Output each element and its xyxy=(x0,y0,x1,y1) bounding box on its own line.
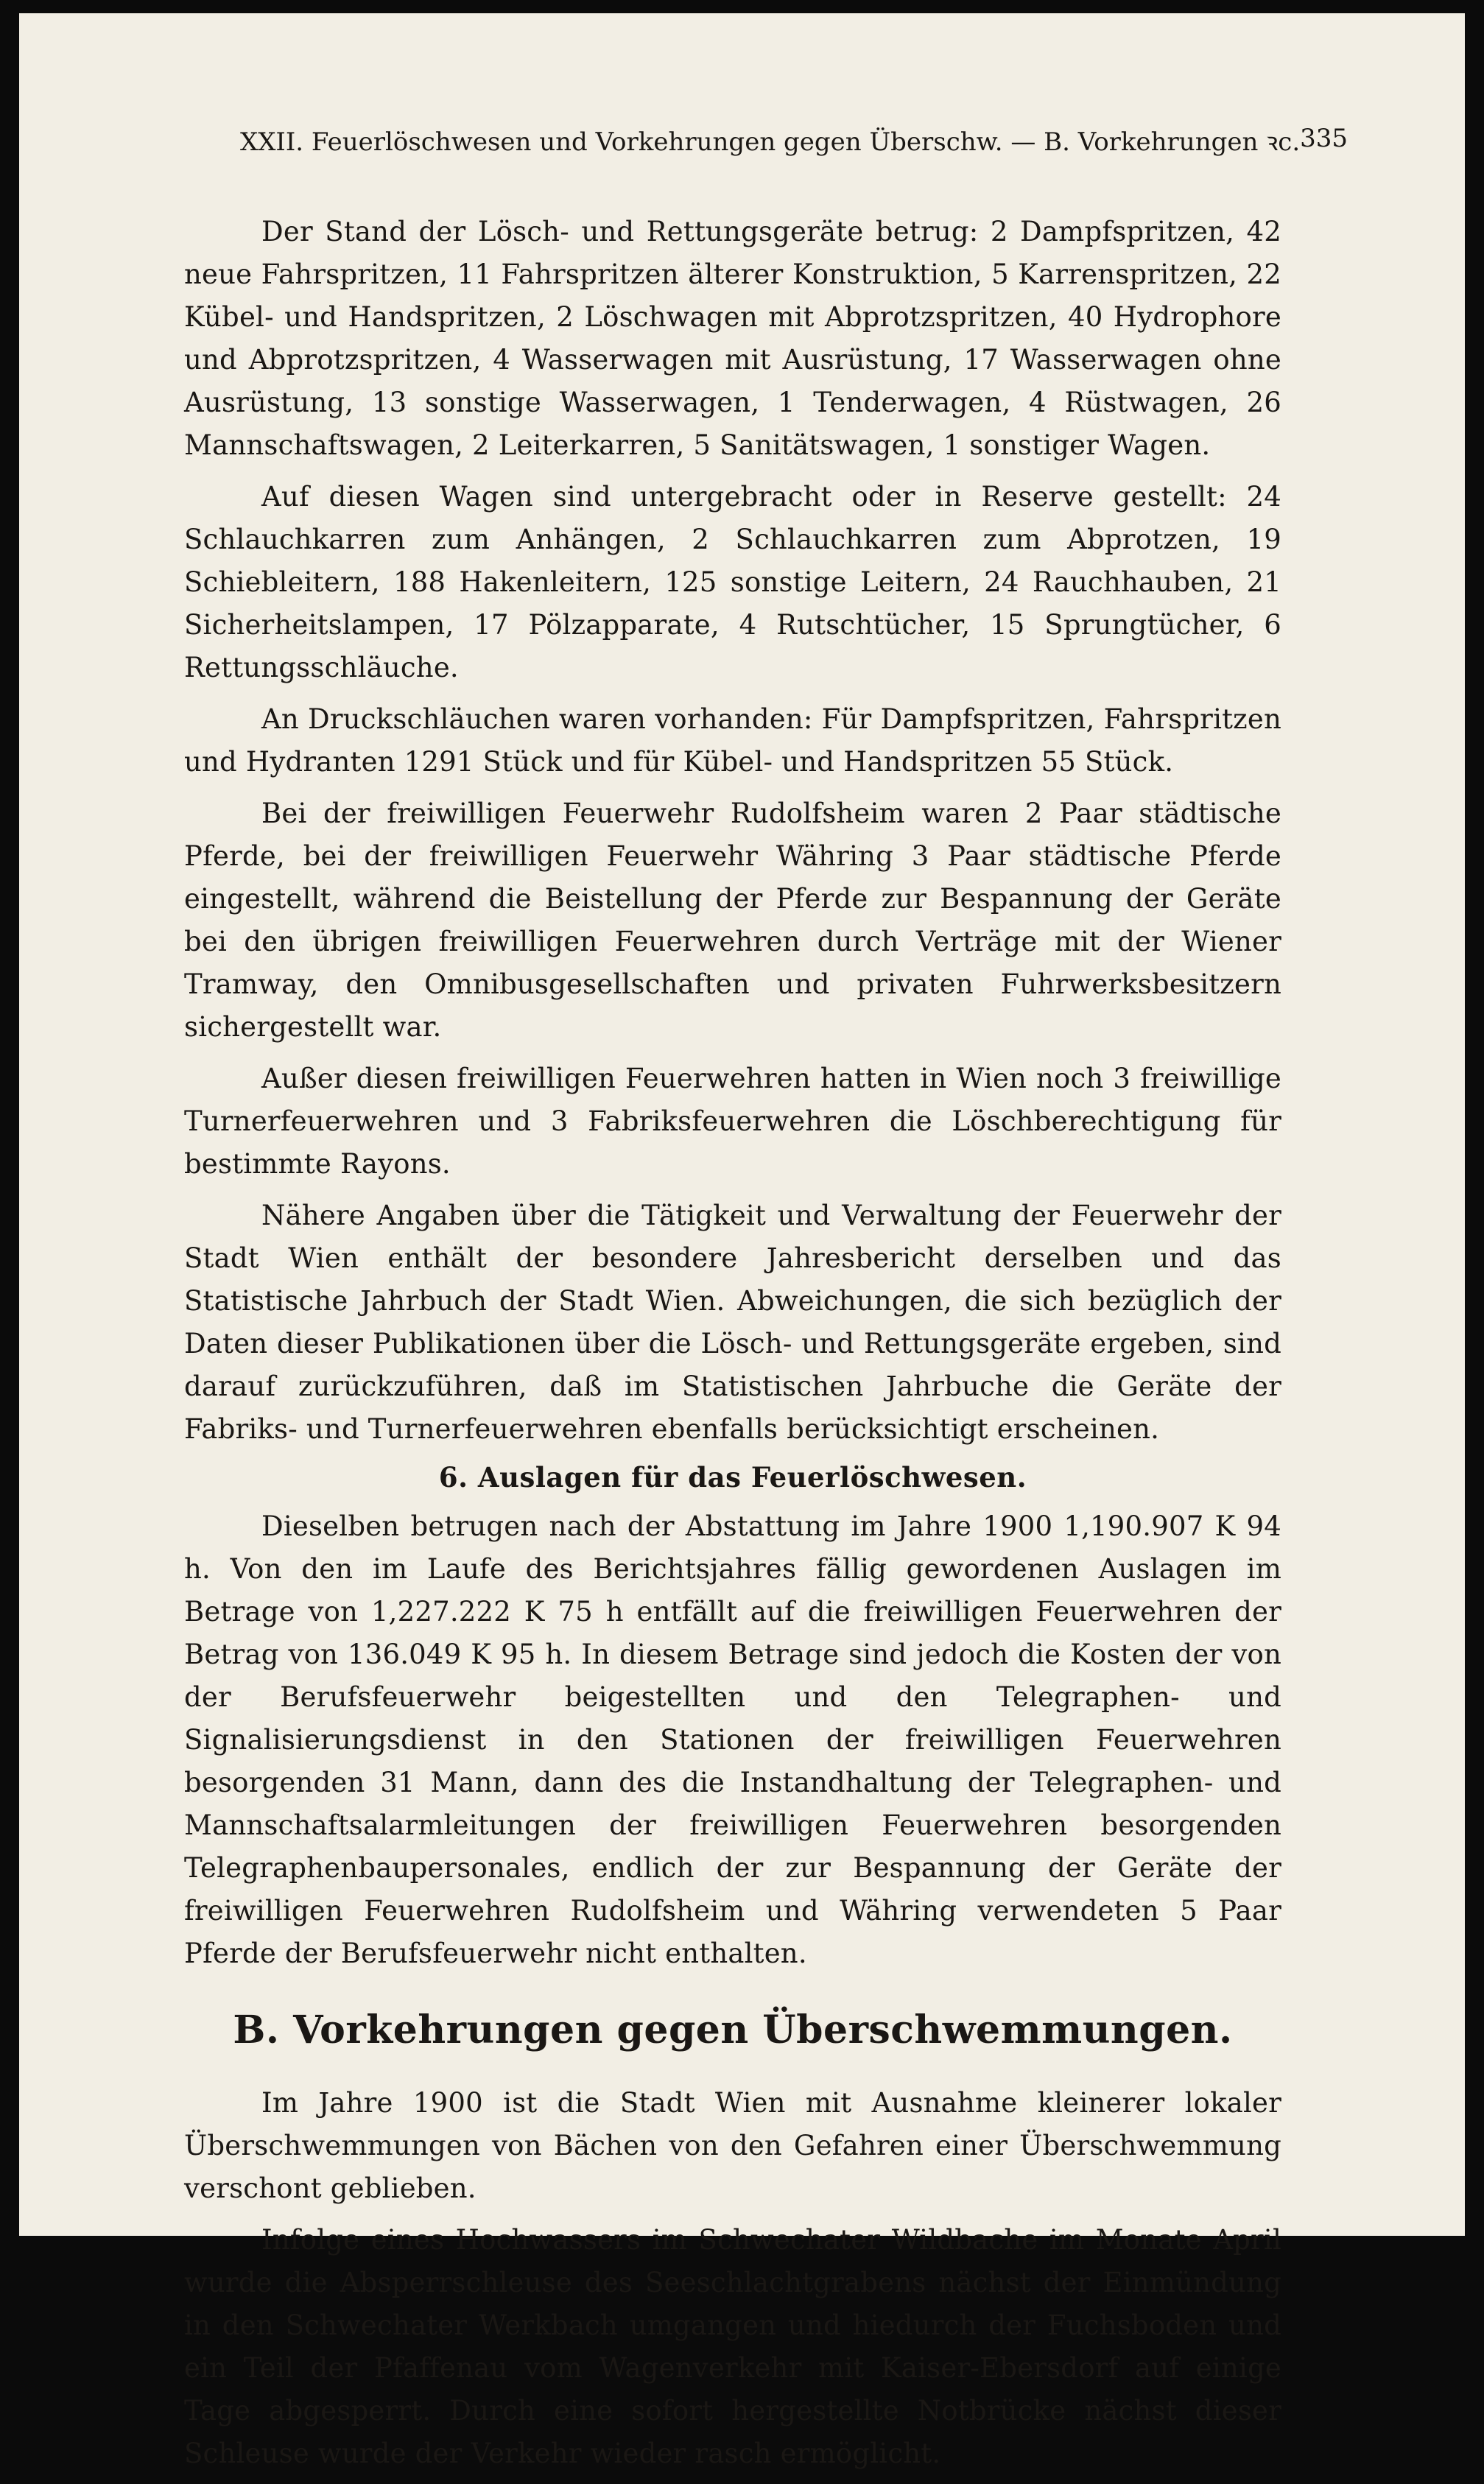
paragraph-flood-april: Infolge eines Hochwassers im Schwechater Wildbache im Monate April wurde die Absperrschleuse des Seeschlachtgrabens nächst der Einmündung in den Schwechater Werkbach umgangen und hiedurch der Fuchsboden und ein Teil der Pfaffenau vom Wagenverkehr mit Kaiser-Ebersdorf auf einige Tage abgesperrt. Durch eine sofort hergestellte Notbrücke nächst dieser Schleuse wurde der Verkehr wieder rasch ermöglicht. xyxy=(184,2224,1281,2469)
paragraph-horses: Bei der freiwilligen Feuerwehr Rudolfsheim waren 2 Paar städtische Pferde, bei der freiwilligen Feuerwehr Währing 3 Paar städtische Pferde eingestellt, während die Beistellung der Pferde zur Bespannung der Geräte bei den übrigen freiwilligen Feuerwehren durch Verträge mit der Wiener Tramway, den Omnibusgesellschaften und privaten Fuhrwerksbesitzern sichergestellt war. xyxy=(184,798,1281,1043)
running-header xyxy=(240,124,1348,158)
section-heading: B. Vorkehrungen gegen Überschwemmungen. xyxy=(233,2008,1233,2052)
header-title: XXII. Feuerlöschwesen und Vorkehrungen gegen Überschw. — B. Vorkehrungen ꝛc. xyxy=(240,127,1301,157)
book-page xyxy=(19,13,1465,2469)
body-text xyxy=(184,211,1281,2484)
paragraph-hoses: An Druckschläuchen waren vorhanden: Für Dampfspritzen, Fahrspritzen und Hydranten 1291 Stück und für Kübel- und Handspritzen 55 Stück. xyxy=(184,703,1281,778)
paragraph-other-brigades: Außer diesen freiwilligen Feuerwehren hatten in Wien noch 3 freiwillige Turnerfeuerwehren und 3 Fabriksfeuerwehren die Löschberechtigung für bestimmte Rayons. xyxy=(184,1063,1281,1180)
paragraph-references: Nähere Angaben über die Tätigkeit und Verwaltung der Feuerwehr der Stadt Wien enthält der besondere Jahresbericht derselben und das Statistische Jahrbuch der Stadt Wien. Abweichungen, die sich bezüglich der Daten dieser Publikationen über die Lösch- und Rettungsgeräte ergeben, sind darauf zurückzuführen, daß im Statistischen Jahrbuche die Geräte der Fabriks- und Turnerfeuerwehren ebenfalls berücksichtigt erscheinen. xyxy=(184,1200,1281,1445)
paragraph-expenses: Dieselben betrugen nach der Abstattung im Jahre 1900 1,190.907 K 94 h. Von den im Laufe des Berichtsjahres fällig gewordenen Auslagen im Betrage von 1,227.222 K 75 h entfällt auf die freiwilligen Feuerwehren der Betrag von 136.049 K 95 h. In diesem Betrage sind jedoch die Kosten der von der Berufsfeuerwehr beigestellten und den Telegraphen- und Signalisierungsdienst in den Stationen der freiwilligen Feuerwehren besorgenden 31 Mann, dann des die Instandhaltung der Telegraphen- und Mannschaftsalarmleitungen der freiwilligen Feuerwehren besorgenden Telegraphenbaupersonales, endlich der zur Bespannung der Geräte der freiwilligen Feuerwehren Rudolfsheim und Währing verwendeten 5 Paar Pferde der Berufsfeuerwehr nicht enthalten. xyxy=(184,1510,1281,1969)
subsection-heading: 6. Auslagen für das Feuerlöschwesen. xyxy=(438,1461,1027,1493)
page-number: 335 xyxy=(1300,124,1348,153)
paragraph-equipment: Der Stand der Lösch- und Rettungsgeräte betrug: 2 Dampfspritzen, 42 neue Fahrspritzen, 11 Fahrspritzen älterer Konstruktion, 5 Karrenspritzen, 22 Kübel- und Handspritzen, 2 Löschwagen mit Abprotzspritzen, 40 Hydrophore und Abprotzspritzen, 4 Wasserwagen mit Ausrüstung, 17 Wasserwagen ohne Ausrüstung, 13 sonstige Wasserwagen, 1 Tenderwagen, 4 Rüstwagen, 26 Mannschaftswagen, 2 Leiterkarren, 5 Sanitätswagen, 1 sonstiger Wagen. xyxy=(184,216,1281,461)
paragraph-flood-overview: Im Jahre 1900 ist die Stadt Wien mit Ausnahme kleinerer lokaler Überschwemmungen von Bächen von den Gefahren einer Überschwemmung verschont geblieben. xyxy=(184,2087,1281,2204)
paragraph-reserve: Auf diesen Wagen sind untergebracht oder in Reserve gestellt: 24 Schlauchkarren zum Anhängen, 2 Schlauchkarren zum Abprotzen, 19 Schiebleitern, 188 Hakenleitern, 125 sonstige Leitern, 24 Rauchhauben, 21 Sicherheitslampen, 17 Pölzapparate, 4 Rutschtücher, 15 Sprungtücher, 6 Rettungsschläuche. xyxy=(184,481,1281,683)
